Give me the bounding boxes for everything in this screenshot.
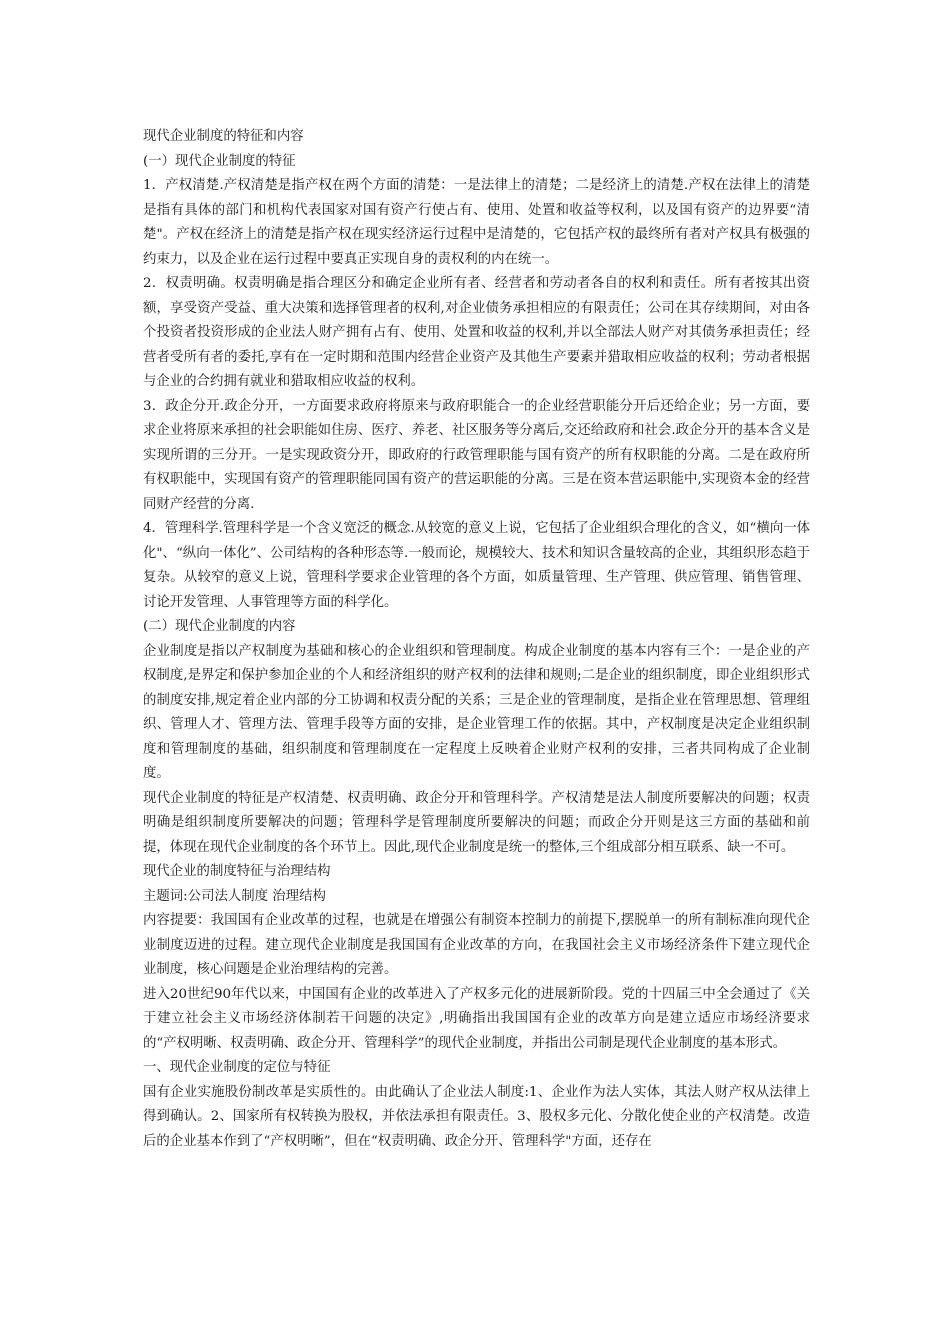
document-body xyxy=(143,125,810,1154)
paragraph-separation-government-enterprise: 3．政企分开.政企分开，一方面要求政府将原来与政府职能合一的企业经营职能分开后还给企业；另一方面，要求企业将原来承担的社会职能如住房、医疗、养老、社区服务等分离后,交还给政府和社会.政企分开的基本含义是实现所谓的三分开。一是实现政资分开，即政府的行政管理职能与国有资产的所有权职能的分离。二是在政府所有权职能中，实现国有资产的管理职能同国有资产的营运职能的分离。三是在资本营运职能中,实现资本金的经营同财产经营的分离. xyxy=(143,398,810,512)
document-title: 现代企业制度的特征和内容 xyxy=(143,129,304,144)
paragraph-property-rights: 1．产权清楚.产权清楚是指产权在两个方面的清楚：一是法律上的清楚；二是经济上的清楚.产权在法律上的清楚是指有具体的部门和机构代表国家对国有资产行使占有、使用、处置和收益等权利，以及国有资产的边界要“清楚"。产权在经济上的清楚是指产权在现实经济运行过程中是清楚的，它包括产权的最终所有者对产权具有极强的约束力，以及企业在运行过程中要真正实现自身的责权利的内在统一。 xyxy=(143,178,810,267)
section-heading-features: (一）现代企业制度的特征 xyxy=(143,153,296,169)
article-abstract: 内容提要：我国国有企业改革的过程，也就是在增强公有制资本控制力的前提下,摆脱单一的所有制标准向现代企业制度迈进的过程。建立现代企业制度是我国国有企业改革的方向，在我国社会主义市场经济条件下建立现代企业制度，核心问题是企业治理结构的完善。 xyxy=(143,913,810,977)
section-heading-positioning: 一、现代企业制度的定位与特征 xyxy=(143,1060,331,1075)
paragraph-rights-responsibilities: 2．权责明确。权责明确是指合理区分和确定企业所有者、经营者和劳动者各自的权利和责任。所有者按其出资额，享受资产受益、重大决策和选择管理者的权利,对企业债务承担相应的有限责任；公司在其存续期间，对由各个投资者投资形成的企业法人财产拥有占有、使用、处置和收益的权利,并以全部法人财产对其债务承担责任；经营者受所有者的委托,享有在一定时期和范围内经营企业资产及其他生产要素并猎取相应收益的权利；劳动者根据与企业的合约拥有就业和猎取相应收益的权利。 xyxy=(143,276,810,389)
article-keywords: 主题词:公司法人制度 治理结构 xyxy=(143,888,326,904)
section-heading-content: (二）现代企业制度的内容 xyxy=(143,619,296,634)
article-title: 现代企业的制度特征与治理结构 xyxy=(143,864,331,879)
paragraph-reform-history: 进入20世纪90年代以来，中国国有企业的改革进入了产权多元化的进展新阶段。党的十四届三中全会通过了《关于建立社会主义市场经济体制若干问题的决定》,明确指出我国国有企业的改革方向是建立适应市场经济要求的“产权明晰、权责明确、政企分开、管理科学”的现代企业制度，并指出公司制是现代企业制度的基本形式。 xyxy=(143,986,810,1051)
paragraph-shareholding-reform: 国有企业实施股份制改革是实质性的。由此确认了企业法人制度:1、企业作为法人实体，其法人财产权从法律上得到确认。2、国家所有权转换为股权，并依法承担有限责任。3、股权多元化、分散化使企业的产权清楚。改造后的企业基本作到了“产权明晰”，但在“权责明确、政企分开、管理科学"方面，还存在 xyxy=(143,1084,810,1149)
paragraph-features-summary: 现代企业制度的特征是产权清楚、权责明确、政企分开和管理科学。产权清楚是法人制度所要解决的问题；权责明确是组织制度所要解决的问题；管理科学是管理制度所要解决的问题；而政企分开则是这三方面的基础和前提，体现在现代企业制度的各个环节上。因此,现代企业制度是统一的整体,三个组成部分相互联系、缺一不可。 xyxy=(143,790,810,855)
paragraph-scientific-management: 4．管理科学.管理科学是一个含义宽泛的概念.从较宽的意义上说，它包括了企业组织合理化的含义，如“横向一体化"、“纵向一体化”、公司结构的各种形态等.一般而论，规模较大、技术和知识含量较高的企业，其组织形态趋于复杂。从较窄的意义上说，管理科学要求企业管理的各个方面，如质量管理、生产管理、供应管理、销售管理、讨论开发管理、人事管理等方面的科学化。 xyxy=(143,521,810,610)
paragraph-enterprise-system: 企业制度是指以产权制度为基础和核心的企业组织和管理制度。构成企业制度的基本内容有三个：一是企业的产权制度,是界定和保护参加企业的个人和经济组织的财产权利的法律和规则;二是企业的组织制度，即企业组织形式的制度安排,规定着企业内部的分工协调和权责分配的关系；三是企业的管理制度，是指企业在管理思想、管理组织、管理人才、管理方法、管理手段等方面的安排，是企业管理工作的依据。其中，产权制度是决定企业组织制度和管理制度的基础，组织制度和管理制度在一定程度上反映着企业财产权利的安排，三者共同构成了企业制度。 xyxy=(143,643,810,781)
